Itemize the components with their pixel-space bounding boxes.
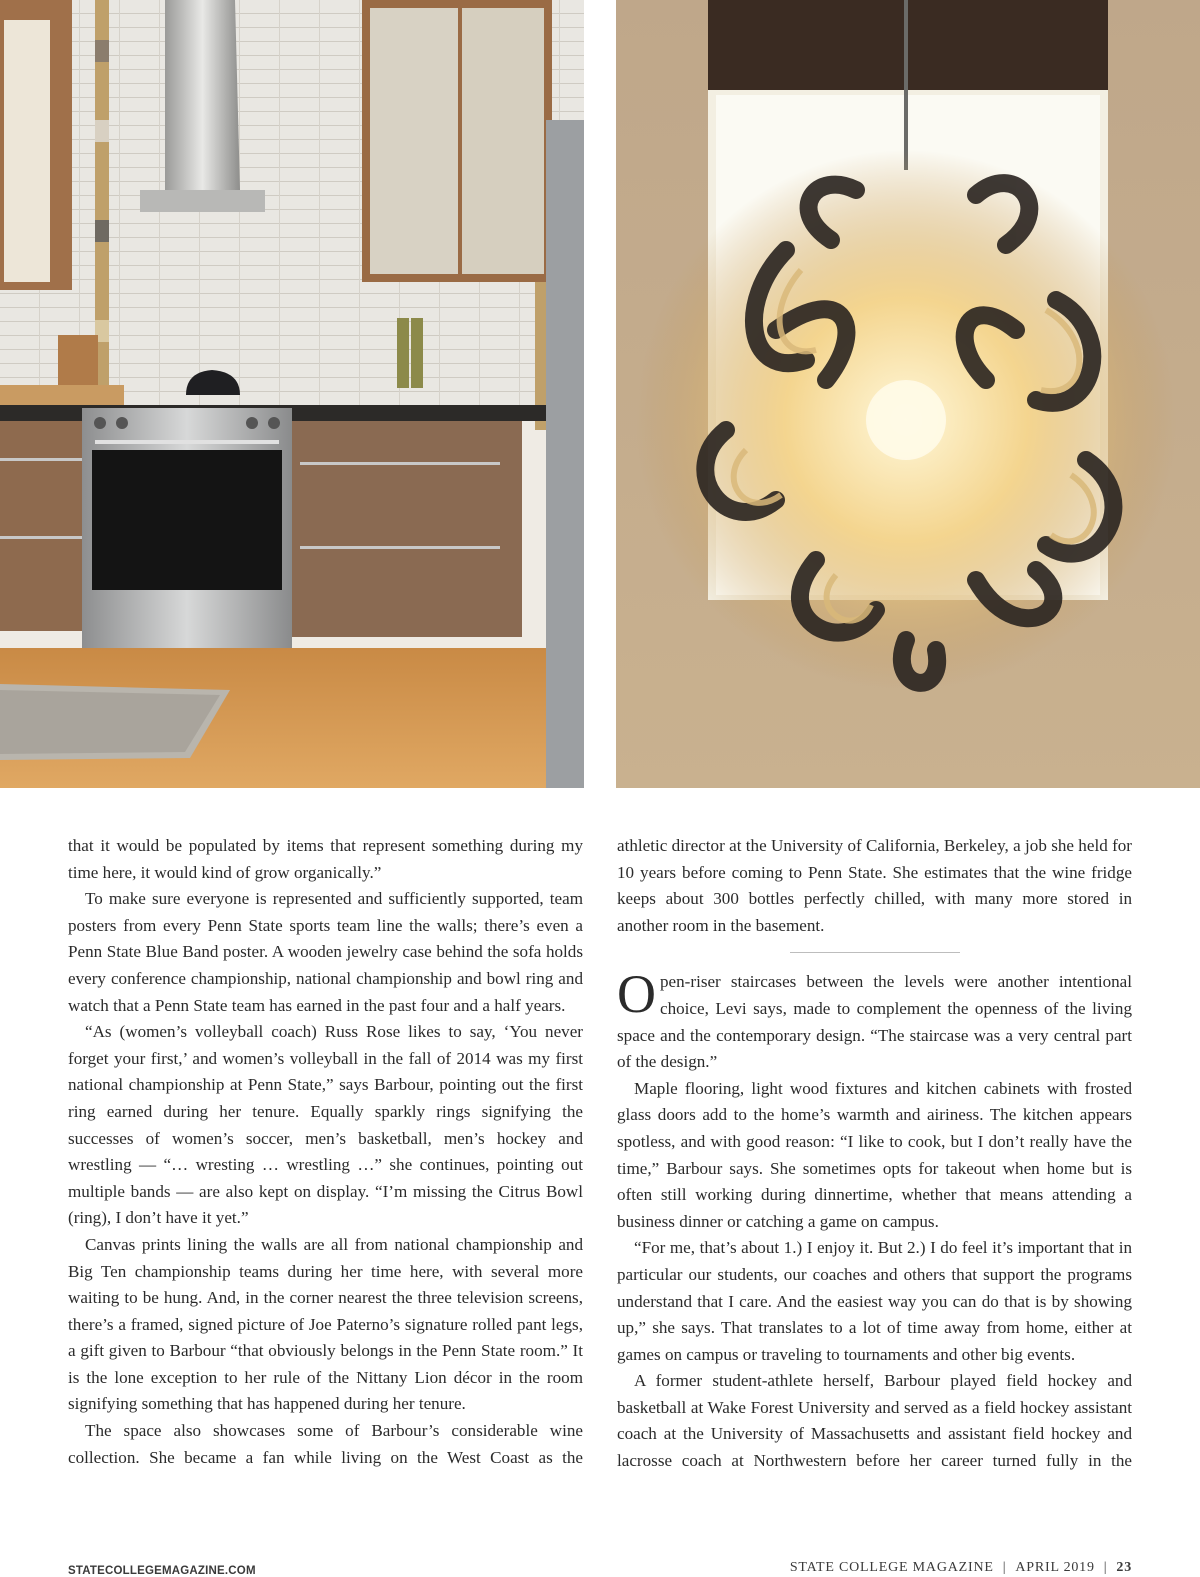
drop-cap-paragraph [617, 964, 1132, 1075]
article-left-column [68, 833, 583, 1471]
paragraph: To make sure everyone is represented and sufficiently supported, team posters from every Penn State sports team line the walls; there’s even a Penn State Blue Band poster. A wooden jewelry case behind the sofa holds every conference championship, national championship and bowl ring and watch that a Penn State team has earned in the past four and a half years. [68, 889, 583, 1015]
footer-folio [790, 1560, 1132, 1576]
paragraph: Maple flooring, light wood fixtures and kitchen cabinets with frosted glass doors add to the home’s warmth and airiness. The kitchen appears spotless, and with good reason: “I like to cook, but I don’t really have the time,” Barbour says. She sometimes opts for takeout when home but is often still working during dinnertime, whether that means attending a business dinner or catching a game on campus. [617, 1078, 1132, 1231]
drop-cap-paragraph-text: pen-riser staircases between the levels were another intentional choice, Levi says, made to complement the openness of the living space and the contemporary design. “The staircase was a very central part of the design.” [617, 972, 1132, 1072]
paragraph: Canvas prints lining the walls are all from national championship and Big Ten championship teams during her time here, with several more waiting to be hung. And, in the corner nearest the three television screens, there’s a framed, signed picture of Joe Paterno’s signature rolled pant legs, a gift given to Barbour “that obviously belongs in the Penn State room.” It is the lone exception to her rule of the Nittany Lion décor in the room signifying something that has happened during her tenure. [68, 1234, 583, 1414]
paragraph: athletic director at the University of California, Berkeley, a job she held for 10 years before coming to Penn State. She estimates that the wine fridge keeps about 300 bottles perfectly chilled, with many more stored in another room in the basement. [617, 836, 1132, 935]
chandelier-photo [616, 0, 1200, 788]
page-number: 23 [1116, 1560, 1132, 1575]
paragraph: “As (women’s volleyball coach) Russ Rose likes to say, ‘You never forget your first,’ and women’s volleyball in the fall of 2014 was my first national championship at Penn State,” says Barbour, pointing out the first ring earned during her tenure. Equally sparkly rings signifying the successes of women’s soccer, men’s basketball, men’s hockey and wrestling — “… wresting … wrestling …” she continues, pointing out multiple bands — are also kept on display. “I’m missing the Citrus Bowl (ring), I don’t have it yet.” [68, 1022, 583, 1228]
paragraph: “For me, that’s about 1.) I enjoy it. But 2.) I do feel it’s important that in particular our students, our coaches and others that support the programs understand that I care. And the easiest way you can do that is by showing up,” she says. That translates to a lot of time away from home, either at games on campus or traveling to tournaments and other big events. [617, 1238, 1132, 1364]
footer-magazine-name: STATE COLLEGE MAGAZINE [789, 1560, 994, 1575]
kitchen-photo [0, 0, 584, 788]
chandelier-photo-art [616, 0, 1200, 788]
paragraph: The space also showcases some of Barbour’s considerable wine collection. She became a fan while living on the West Coast as the [68, 1421, 583, 1467]
drop-cap: O [617, 964, 656, 1025]
paragraph: A former student-athlete herself, Barbour played field hockey and basketball at Wake Forest University and served as a field hockey assistant coach at the University of Massachusetts and assistant field hockey and lacrosse coach at Northwestern before her career turned fully in the [617, 1371, 1132, 1471]
footer-separator: | [1103, 1560, 1108, 1575]
kitchen-photo-art [0, 0, 584, 788]
footer-issue-date: APRIL 2019 [1015, 1560, 1095, 1575]
article-right-column [617, 833, 1132, 1475]
paragraph: that it would be populated by items that represent something during my time here, it would kind of grow organically.” [68, 836, 583, 882]
section-divider [790, 952, 960, 953]
footer-website: STATECOLLEGEMAGAZINE.COM [68, 1565, 256, 1577]
footer-separator: | [1002, 1560, 1007, 1575]
